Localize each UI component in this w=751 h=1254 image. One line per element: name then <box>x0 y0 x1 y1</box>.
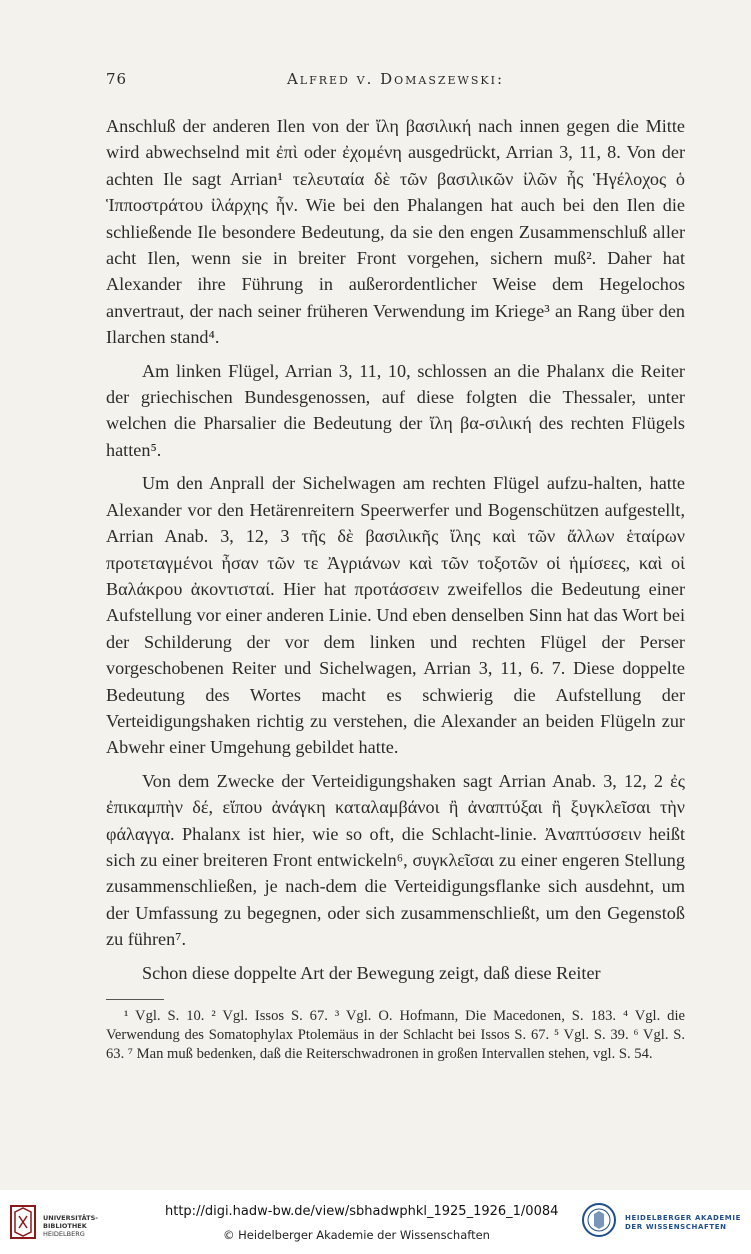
academy-name-line-2: DER WISSENSCHAFTEN <box>625 1223 727 1231</box>
library-name-line-2: BIBLIOTHEK <box>43 1222 87 1230</box>
library-name <box>43 1214 98 1238</box>
paragraph-3: Um den Anprall der Sichelwagen am rechten Flügel aufzu-halten, hatte Alexander vor den Hetärenreitern Speerwerfer und Bogenschützen aufgestellt, Arrian Anab. 3, 12, 3 τῆς δὲ βασιλικῆς ἴλης καὶ τῶν ἄλλων ἑταίρων προτεταγμένοι ἦσαν τῶν τε Ἀγριάνων καὶ τῶν τοξοτῶν οἱ ἡμίσεες, καὶ οἱ Βαλάκρου ἀκοντισταί. Hier hat προτάσσειν zweifellos die Bedeutung einer Aufstellung vor einer anderen Linie. Und eben denselben Sinn hat das Wort bei der Schilderung der vor dem linken und rechten Flügel der Perser vorgeschobenen Reiter und Sichelwagen, Arrian 3, 11, 6. 7. Diese doppelte Bedeutung des Wortes macht es schwierig die Aufstellung der Verteidigungshaken richtig zu verstehen, die Alexander an beiden Flügeln zur Abwehr einer Umgehung gebildet hatte. <box>106 473 685 758</box>
paragraph-4: Von dem Zwecke der Verteidigungshaken sagt Arrian Anab. 3, 12, 2 ἐς ἐπικαμπὴν δέ, εἴπου ἀνάγκη καταλαμβάνοι ἢ ἀναπτύξαι ἢ ξυγκλεῖσαι τὴν φάλαγγα. Phalanx ist hier, wie so oft, die Schlacht-linie. Ἀναπτύσσειν heißt sich zu einer breiteren Front entwickeln⁶, συγκλεῖσαι zu einer engeren Stellung zusammenschließen, je nach-dem die Verteidigungsflanke sich ausdehnt, um der Umfassung zu begegnen, oder sich zusammenschließt, um den Gegenstoß zu führen⁷. <box>106 770 685 950</box>
academy-name-line-1: HEIDELBERGER AKADEMIE <box>625 1214 741 1222</box>
paragraph-5: Schon diese doppelte Art der Bewegung zeigt, daß diese Reiter <box>142 962 601 983</box>
copyright-notice: © Heidelberger Akademie der Wissenschaften <box>223 1228 490 1242</box>
footnote-text: ¹ Vgl. S. 10. ² Vgl. Issos S. 67. ³ Vgl. O. Hofmann, Die Macedonen, S. 183. ⁴ Vgl. die Verwendung des Somatophylax Ptolemäus in der Schlacht bei Issos S. 67. ⁵ Vgl. S. 39. ⁶ Vgl. S. 63. ⁷ Man muß bedenken, daß die Reiterschwadronen in großen Intervallen stehen, vgl. S. 54. <box>106 1008 685 1062</box>
university-library-logo[interactable] <box>9 1202 129 1242</box>
paragraph-2: Am linken Flügel, Arrian 3, 11, 10, schlossen an die Phalanx die Reiter der griechischen Bundesgenossen, auf diese folgten die Thessaler, unter welchen die Pharsalier die Bedeutung der ἴλη βα-σιλική des rechten Flügels hatten⁵. <box>106 360 685 460</box>
footnotes <box>106 1007 685 1063</box>
page-number: 76 <box>106 70 128 88</box>
footnote-divider <box>106 999 164 1000</box>
library-name-line-3: HEIDELBERG <box>43 1230 85 1238</box>
paragraph-1: Anschluß der anderen Ilen von der ἴλη βασιλική nach innen gegen die Mitte wird abwechselnd mit ἐπὶ oder ἐχομένη ausgedrückt, Arrian 3, 11, 8. Von der achten Ile sagt Arrian¹ τελευταία δὲ τῶν βασιλικῶν ἰλῶν ἧς Ἡγέλοχος ὁ Ἱπποστράτου ἰλάρχης ἦν. Wie bei den Phalangen hat auch bei den Ilen die schließende Ile besondere Bedeutung, da sie den engen Zusammenschluß aller acht Ilen, wenn sie in breiter Front vorgehen, sichern muß². Daher hat Alexander ihre Führung in außerordentlicher Weise dem Hegelochos anvertraut, der nach seiner früheren Verwendung im Kriege³ an Rang über den Ilarchen stand⁴. <box>106 116 685 348</box>
library-seal-icon <box>9 1202 37 1242</box>
academy-logo[interactable] <box>581 1202 751 1242</box>
library-name-line-1: UNIVERSITÄTS- <box>43 1214 98 1222</box>
viewer-footer <box>0 1190 751 1254</box>
body-text <box>106 113 685 986</box>
header-title: Alfred v. Domaszewski: <box>286 70 505 88</box>
academy-seal-icon <box>581 1202 617 1238</box>
academy-name <box>625 1214 741 1232</box>
permalink[interactable]: http://digi.hadw-bw.de/view/sbhadwphkl_1925_1926_1/0084 <box>165 1204 559 1219</box>
running-head <box>106 70 685 94</box>
